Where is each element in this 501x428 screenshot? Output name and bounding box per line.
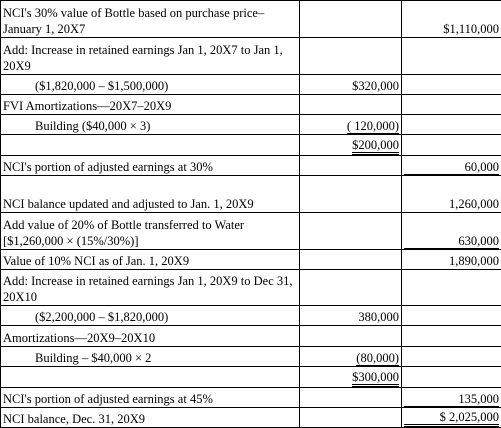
row-right (402, 346, 501, 366)
table-row (1, 94, 501, 114)
row-label (1, 366, 300, 387)
row-label: Building – $40,000 × 2 (1, 346, 300, 366)
row-mid (300, 175, 402, 212)
row-label: NCI's portion of adjusted earnings at 30% (1, 155, 300, 175)
row-mid (300, 326, 402, 346)
row-mid (300, 155, 402, 175)
table-row (1, 37, 501, 74)
row-label: NCI balance, Dec. 31, 20X9 (1, 407, 300, 427)
table-row (1, 269, 501, 306)
row-label: NCI balance updated and adjusted to Jan. 1, 20X9 (1, 175, 300, 212)
table-row (1, 306, 501, 326)
row-mid: $320,000 (300, 74, 402, 94)
row-right (402, 407, 501, 427)
row-right-value: 60,000 (404, 160, 499, 175)
table-row (1, 407, 501, 427)
row-mid-value: $300,000 (352, 370, 399, 387)
row-right (402, 134, 501, 155)
row-label: ($1,820,000 – $1,500,000) (1, 74, 300, 94)
row-label: Add: Increase in retained earnings Jan 1, 20X9 to Dec 31, 20X10 (1, 269, 300, 306)
row-right: $1,110,000 (402, 1, 501, 38)
row-right (402, 326, 501, 346)
row-mid-value: $200,000 (352, 138, 399, 155)
row-label: ($2,200,000 – $1,820,000) (1, 306, 300, 326)
row-label: Building ($40,000 × 3) (1, 114, 300, 134)
row-right (402, 387, 501, 407)
row-right (402, 94, 501, 114)
row-label: Amortizations—20X9–20X10 (1, 326, 300, 346)
row-mid-value: (80,000) (356, 350, 399, 365)
row-mid (300, 37, 402, 74)
table-row (1, 249, 501, 269)
table-row (1, 74, 501, 94)
row-mid (300, 249, 402, 269)
row-mid (300, 346, 402, 366)
row-label (1, 134, 300, 155)
table-row (1, 114, 501, 134)
table-row (1, 387, 501, 407)
row-mid (300, 1, 402, 38)
row-right-value: 630,000 (404, 234, 499, 249)
table-row (1, 155, 501, 175)
row-mid (300, 407, 402, 427)
table-row (1, 346, 501, 366)
row-right-value: 135,000 (404, 392, 499, 407)
row-mid (300, 114, 402, 134)
row-right (402, 212, 501, 249)
row-right (402, 114, 501, 134)
row-label: FVI Amortizations—20X7–20X9 (1, 94, 300, 114)
row-label: Value of 10% NCI as of Jan. 1, 20X9 (1, 249, 300, 269)
row-right (402, 306, 501, 326)
row-mid: 380,000 (300, 306, 402, 326)
table-row (1, 326, 501, 346)
row-right (402, 74, 501, 94)
row-right (402, 37, 501, 74)
row-label: NCI's portion of adjusted earnings at 45% (1, 387, 300, 407)
row-mid (300, 387, 402, 407)
row-mid (300, 134, 402, 155)
row-label: NCI's 30% value of Bottle based on purchase price–January 1, 20X7 (1, 1, 300, 38)
row-label: Add value of 20% of Bottle transferred to Water [$1,260,000 × (15%/30%)] (1, 212, 300, 249)
row-right (402, 269, 501, 306)
row-mid (300, 94, 402, 114)
row-mid (300, 212, 402, 249)
row-right (402, 366, 501, 387)
table-row (1, 1, 501, 38)
row-right: 1,890,000 (402, 249, 501, 269)
row-mid (300, 269, 402, 306)
row-mid-value: ( 120,000) (346, 118, 399, 133)
table-row (1, 366, 501, 387)
row-right-value: $ 2,025,000 (404, 410, 499, 427)
row-right: 1,260,000 (402, 175, 501, 212)
table-row (1, 175, 501, 212)
row-right (402, 155, 501, 175)
row-mid (300, 366, 402, 387)
row-label: Add: Increase in retained earnings Jan 1, 20X7 to Jan 1, 20X9 (1, 37, 300, 74)
table-row (1, 134, 501, 155)
table-row (1, 212, 501, 249)
